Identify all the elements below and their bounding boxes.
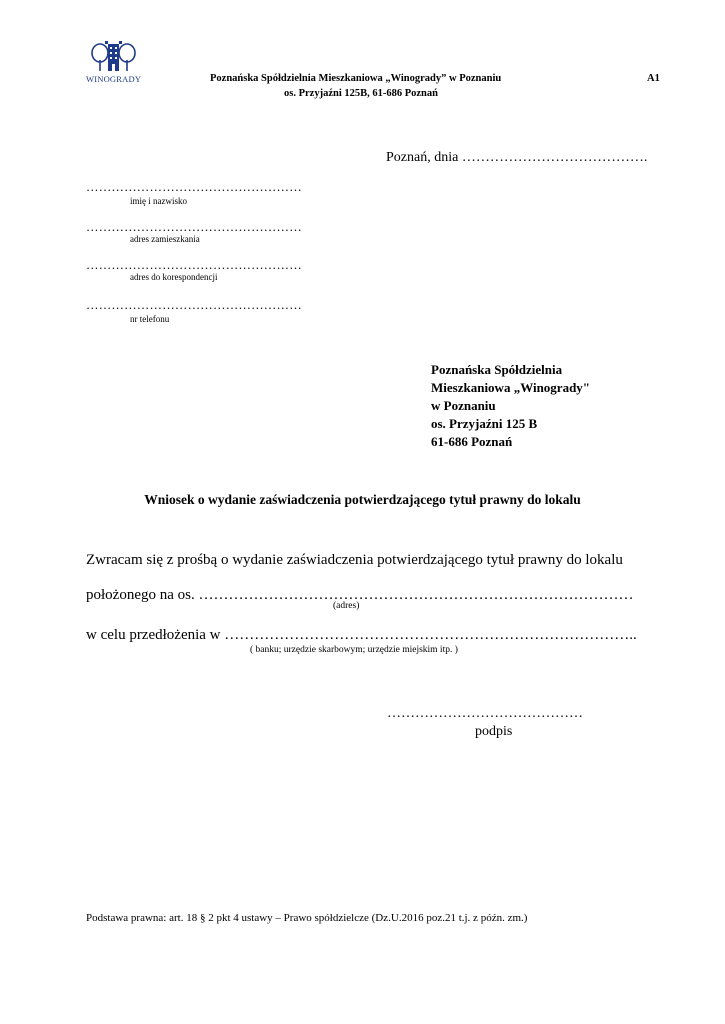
applicant-name-field[interactable]: …………………………………………… — [86, 180, 302, 194]
form-code: A1 — [647, 73, 660, 84]
place-date-field[interactable]: Poznań, dnia …………………………………. — [386, 150, 648, 165]
logo-emblem-icon — [86, 40, 140, 74]
request-text-line: Zwracam się z prośbą o wydanie zaświadczenia potwierdzającego tytuł prawny do lokalu — [86, 552, 623, 568]
recipient-line: os. Przyjaźni 125 B — [431, 416, 538, 431]
recipient-line: Poznańska Spółdzielnia — [431, 362, 563, 377]
institution-field[interactable]: w celu przedłożenia w ……………………………………………………………………….. — [86, 627, 637, 643]
recipient-address-block — [431, 361, 590, 451]
institution-hint: ( banku; urzędzie skarbowym; urzędzie miejskim itp. ) — [250, 645, 458, 655]
recipient-line: 61-686 Poznań — [431, 434, 513, 449]
winogrady-logo — [86, 40, 140, 86]
signature-label: podpis — [475, 724, 513, 739]
document-title: Wniosek o wydanie zaświadczenia potwierdzającego tytuł prawny do lokalu — [144, 492, 581, 507]
cooperative-name-header: Poznańska Spółdzielnia Mieszkaniowa „Winogrady” w Poznaniu — [210, 73, 502, 84]
recipient-line: w Poznaniu — [431, 398, 496, 413]
legal-basis-footer: Podstawa prawna: art. 18 § 2 pkt 4 ustawy – Prawo spółdzielcze (Dz.U.2016 poz.21 t.j. z późn. zm.) — [86, 912, 528, 924]
phone-number-field[interactable]: …………………………………………… — [86, 298, 302, 312]
logo-text: WINOGRADY — [86, 74, 142, 84]
correspondence-address-field[interactable]: …………………………………………… — [86, 258, 302, 272]
signature-field[interactable]: …………………………………… — [387, 706, 583, 721]
cooperative-address-header: os. Przyjaźni 125B, 61-686 Poznań — [284, 88, 438, 99]
applicant-name-label: imię i nazwisko — [130, 196, 187, 206]
apartment-address-field[interactable]: położonego na os. …………………………………………………………………………… — [86, 587, 634, 603]
correspondence-address-label: adres do korespondencji — [130, 272, 218, 282]
address-hint: (adres) — [333, 601, 360, 611]
phone-number-label: nr telefonu — [130, 314, 170, 324]
recipient-line: Mieszkaniowa „Winogrady" — [431, 380, 591, 395]
applicant-address-label: adres zamieszkania — [130, 234, 200, 244]
applicant-address-field[interactable]: …………………………………………… — [86, 220, 302, 234]
